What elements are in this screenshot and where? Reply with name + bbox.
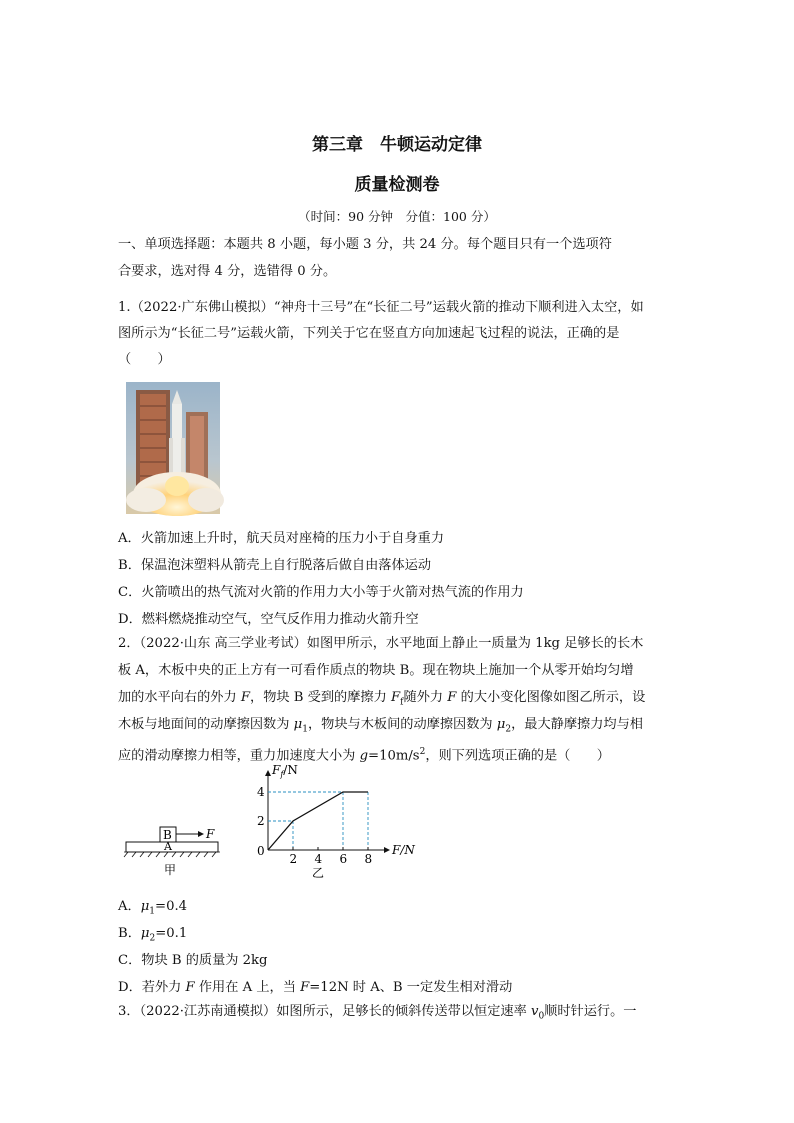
q2-option-b[interactable]: B．$\mu_2=0.1$: [118, 926, 188, 944]
figure-a-caption: 甲: [164, 863, 177, 877]
q2-stem-line1: 2．（2022·山东 高三学业考试）如图甲所示，水平地面上静止一质量为 1kg 足够长的长木: [118, 636, 644, 651]
section1-instructions-line1: 一、单项选择题：本题共 8 小题，每小题 3 分，共 24 分。每个题目只有一个选项符: [118, 237, 612, 252]
x-axis-label: F/N: [392, 843, 415, 857]
block-b-label: B: [163, 828, 172, 842]
section1-instructions-line2: 合要求，选对得 4 分，选错得 0 分。: [118, 264, 337, 279]
q1-option-c[interactable]: C．火箭喷出的热气流对火箭的作用力大小等于火箭对热气流的作用力: [118, 585, 524, 600]
y-axis-label: $F_f/N$: [272, 763, 298, 779]
q1-option-b[interactable]: B．保温泡沫塑料从箭壳上自行脱落后做自由落体运动: [118, 558, 432, 573]
q2-figure: [120, 763, 415, 890]
y-tick-label-4: 4: [257, 785, 265, 799]
x-tick-label-6: 6: [339, 852, 348, 866]
q1-stem-line2: 图所示为“长征二号”运载火箭，下列关于它在竖直方向加速起飞过程的说法，正确的是: [118, 326, 620, 341]
y-axis-arrow: [265, 770, 271, 776]
y-tick-label-2: 2: [257, 814, 265, 828]
rocket-launch-photo: [126, 382, 220, 514]
board-a: [126, 842, 218, 852]
dashed-guides: [268, 792, 368, 850]
time-info: （时间：90 分钟 分值：100 分）: [298, 209, 496, 224]
figure-a-board-block: [124, 827, 220, 877]
q3-stem-line1: 3．（2022·江苏南通模拟）如图所示，足够长的倾斜传送带以恒定速率 $v_0$顺时针运行。一: [118, 1004, 637, 1022]
force-label: F: [206, 827, 215, 841]
x-axis-arrow: [384, 847, 390, 853]
q1-option-d[interactable]: D．燃料燃烧推动空气，空气反作用力推动火箭升空: [118, 612, 419, 627]
x-tick-label-4: 4: [314, 852, 323, 866]
q1-option-a[interactable]: A．火箭加速上升时，航天员对座椅的压力小于自身重力: [118, 531, 445, 546]
exam-subtitle: 质量检测卷: [354, 175, 440, 195]
q2-stem-line2: 板 A，木板中央的正上方有一可看作质点的物块 B。现在物块上施加一个从零开始均匀增: [118, 663, 634, 678]
q1-stem-line3: （ ）: [118, 352, 171, 367]
friction-force-chart: [257, 763, 415, 880]
origin-label: 0: [257, 844, 265, 858]
force-arrow-head: [198, 831, 204, 837]
board-a-label: A: [164, 840, 172, 853]
q2-stem-line3: 加的水平向右的外力 F，物块 B 受到的摩擦力 $F_f$随外力 F 的大小变化图像如图乙所示，设: [118, 690, 646, 708]
x-tick-label-8: 8: [364, 852, 373, 866]
figure-b-caption: 乙: [312, 866, 325, 880]
axis-ticks: [257, 785, 372, 866]
chapter-title: 第三章 牛顿运动定律: [312, 135, 482, 155]
x-tick-label-2: 2: [289, 852, 298, 866]
q1-stem-line1: 1.（2022·广东佛山模拟）“神舟十三号”在“长征二号”运载火箭的推动下顺利进入太空，如: [118, 300, 644, 315]
q2-option-d[interactable]: D．若外力 F 作用在 A 上，当 F=12N 时 A、B 一定发生相对滑动: [118, 980, 513, 995]
q2-option-a[interactable]: A．$\mu_1=0.4$: [118, 899, 188, 917]
q2-stem-line4: 木板与地面间的动摩擦因数为 $\mu_1$，物块与木板间的动摩擦因数为 $\mu_2$，最大静摩擦力均与相: [118, 717, 643, 735]
ground-hatch: [124, 852, 220, 857]
q2-stem-line5: 应的滑动摩擦力相等，重力加速度大小为 $g=10m/s^2$，则下列选项正确的是（ ）: [118, 747, 610, 764]
q2-option-c[interactable]: C．物块 B 的质量为 2kg: [118, 953, 268, 968]
